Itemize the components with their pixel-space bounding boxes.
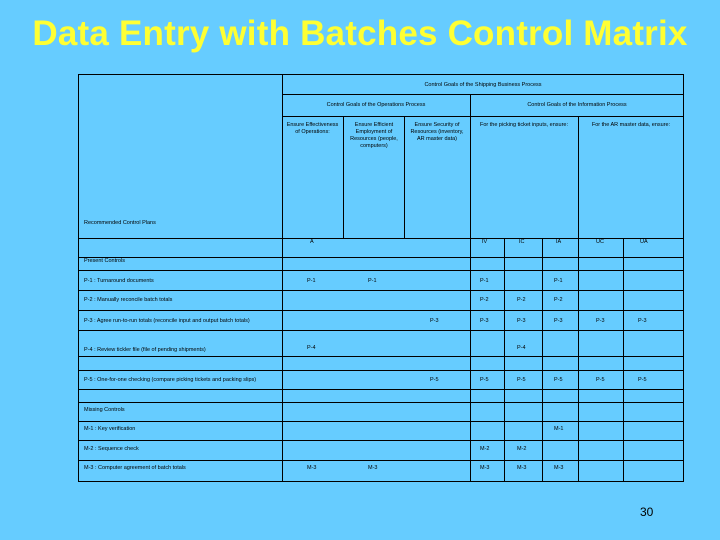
- p3-mark: P-3: [596, 318, 605, 324]
- row-p2-label: P-2 : Manually reconcile batch totals: [84, 297, 173, 303]
- code-uc: UC: [596, 239, 604, 245]
- p3-mark: P-3: [517, 318, 526, 324]
- operations-goals-header: Control Goals of the Operations Process: [326, 102, 426, 108]
- col-split-1: [343, 116, 344, 238]
- row-rule: [78, 257, 684, 258]
- code-a: A: [310, 239, 314, 245]
- row-m3-label: M-3 : Computer agreement of batch totals: [84, 465, 186, 471]
- row-p1-label: P-1 : Turnaround documents: [84, 278, 154, 284]
- col-split-2: [404, 116, 405, 238]
- p3-mark: P-3: [480, 318, 489, 324]
- p4-mark: P-4: [517, 345, 526, 351]
- m2-mark: M-2: [480, 446, 490, 452]
- border-bottom: [78, 481, 684, 482]
- body-col-rule: [623, 238, 624, 482]
- header-rule-1: [282, 94, 684, 95]
- m3-mark: M-3: [480, 465, 490, 471]
- p3-mark: P-3: [430, 318, 439, 324]
- border-top: [78, 74, 684, 75]
- col-picking-inputs: For the picking ticket inputs, ensure:: [479, 122, 569, 128]
- row-rule: [78, 290, 684, 291]
- m1-mark: M-1: [554, 426, 564, 432]
- row-rule: [78, 440, 684, 441]
- p5-mark: P-5: [480, 377, 489, 383]
- body-col-rule: [542, 238, 543, 482]
- header-col-split: [282, 74, 283, 238]
- p2-mark: P-2: [554, 297, 563, 303]
- body-col-rule: [470, 238, 471, 482]
- page-number: 30: [640, 505, 654, 519]
- m3-mark: M-3: [307, 465, 317, 471]
- slide-title: Data Entry with Batches Control Matrix: [32, 14, 688, 53]
- row-rule: [78, 460, 684, 461]
- present-controls-label: Present Controls: [84, 258, 125, 264]
- code-ic: IC: [519, 239, 525, 245]
- row-rule: [78, 370, 684, 371]
- p3-mark: P-3: [638, 318, 647, 324]
- col-effectiveness: Ensure Effectiveness of Operations:: [286, 122, 339, 135]
- p5-mark: P-5: [596, 377, 605, 383]
- p5-mark: P-5: [430, 377, 439, 383]
- row-p3-label: P-3 : Agree run-to-run totals (reconcile input and output batch totals): [84, 318, 250, 324]
- m3-mark: M-3: [368, 465, 378, 471]
- row-rule: [78, 389, 684, 390]
- row-rule: [78, 356, 684, 357]
- row-p4-label: P-4 : Review tickler file (file of pending shipments): [84, 347, 206, 353]
- row-rule: [78, 238, 684, 239]
- code-ia: IA: [556, 239, 562, 245]
- body-col-rule: [578, 238, 579, 482]
- ops-info-split: [470, 94, 471, 238]
- p2-mark: P-2: [480, 297, 489, 303]
- control-matrix: [78, 74, 684, 482]
- col-split-3: [578, 116, 579, 238]
- missing-controls-label: Missing Controls: [84, 407, 125, 413]
- recommended-label: Recommended Control Plans: [84, 220, 156, 226]
- m3-mark: M-3: [517, 465, 527, 471]
- row-rule: [78, 330, 684, 331]
- col-security: Ensure Security of Resources (inventory, AR master data): [410, 122, 464, 142]
- p1-mark: P-1: [554, 278, 563, 284]
- p1-mark: P-1: [307, 278, 316, 284]
- code-ua: UA: [640, 239, 648, 245]
- p3-mark: P-3: [554, 318, 563, 324]
- information-goals-header: Control Goals of the Information Process: [527, 102, 627, 108]
- row-rule: [78, 402, 684, 403]
- p5-mark: P-5: [638, 377, 647, 383]
- p1-mark: P-1: [480, 278, 489, 284]
- p5-mark: P-5: [554, 377, 563, 383]
- body-col-rule: [282, 238, 283, 482]
- p5-mark: P-5: [517, 377, 526, 383]
- body-col-rule: [504, 238, 505, 482]
- row-p5-label: P-5 : One-for-one checking (compare picking tickets and packing slips): [84, 377, 257, 383]
- control-goals-header: Control Goals of the Shipping Business Process: [424, 82, 542, 88]
- col-efficient: Ensure Efficient Employment of Resources (people, computers): [350, 122, 398, 149]
- row-rule: [78, 270, 684, 271]
- p4-mark: P-4: [307, 345, 316, 351]
- row-m2-label: M-2 : Sequence check: [84, 446, 139, 452]
- col-ar-master: For the AR master data, ensure:: [591, 122, 671, 128]
- row-rule: [78, 310, 684, 311]
- p2-mark: P-2: [517, 297, 526, 303]
- m2-mark: M-2: [517, 446, 527, 452]
- row-m1-label: M-1 : Key verification: [84, 426, 136, 432]
- m3-mark: M-3: [554, 465, 564, 471]
- row-rule: [78, 421, 684, 422]
- p1-mark: P-1: [368, 278, 377, 284]
- code-iv: IV: [482, 239, 488, 245]
